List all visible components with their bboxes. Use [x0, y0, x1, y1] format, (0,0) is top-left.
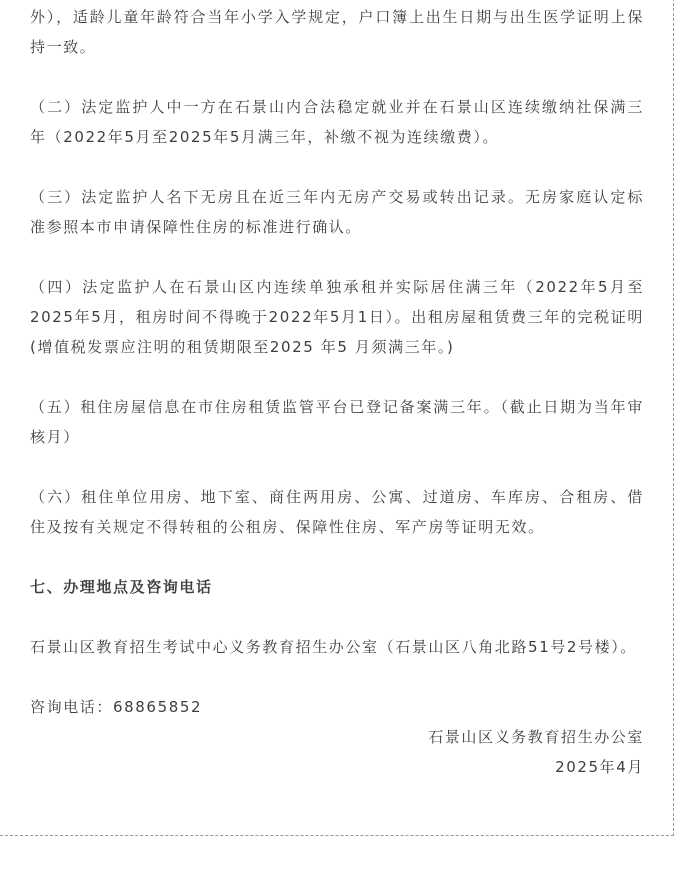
paragraph-item-4: （四）法定监护人在石景山区内连续单独承租并实际居住满三年（2022年5月至2025年5月，租房时间不得晚于2022年5月1日）。出租房屋租赁费三年的完税证明(增值税发票应注明的租赁期限至2025 年5 月须满三年。) [30, 278, 644, 356]
section-heading: 七、办理地点及咨询电话 [30, 578, 213, 596]
paragraph-item-3: （三）法定监护人名下无房且在近三年内无房产交易或转出记录。无房家庭认定标准参照本市申请保障性住房的标准进行确认。 [30, 188, 644, 236]
paragraph-item-5: （五）租住房屋信息在市住房租赁监管平台已登记备案满三年。（截止日期为当年审核月） [30, 398, 644, 446]
signature-date: 2025年4月 [555, 758, 644, 776]
location-paragraph: 石景山区教育招生考试中心义务教育招生办公室（石景山区八角北路51号2号楼）。 [30, 638, 637, 656]
document-body [30, 2, 644, 782]
phone-line: 咨询电话：68865852 [30, 698, 203, 716]
paragraph-item-6: （六）租住单位用房、地下室、商住两用房、公寓、过道房、车库房、合租房、借住及按有关规定不得转租的公租房、保障性住房、军产房等证明无效。 [30, 488, 644, 536]
signature-org: 石景山区义务教育招生办公室 [428, 728, 644, 746]
paragraph-continued: 外），适龄儿童年龄符合当年小学入学规定，户口簿上出生日期与出生医学证明上保持一致。 [30, 8, 644, 56]
paragraph-item-2: （二）法定监护人中一方在石景山内合法稳定就业并在石景山区连续缴纳社保满三年（2022年5月至2025年5月满三年，补缴不视为连续缴费）。 [30, 98, 644, 146]
